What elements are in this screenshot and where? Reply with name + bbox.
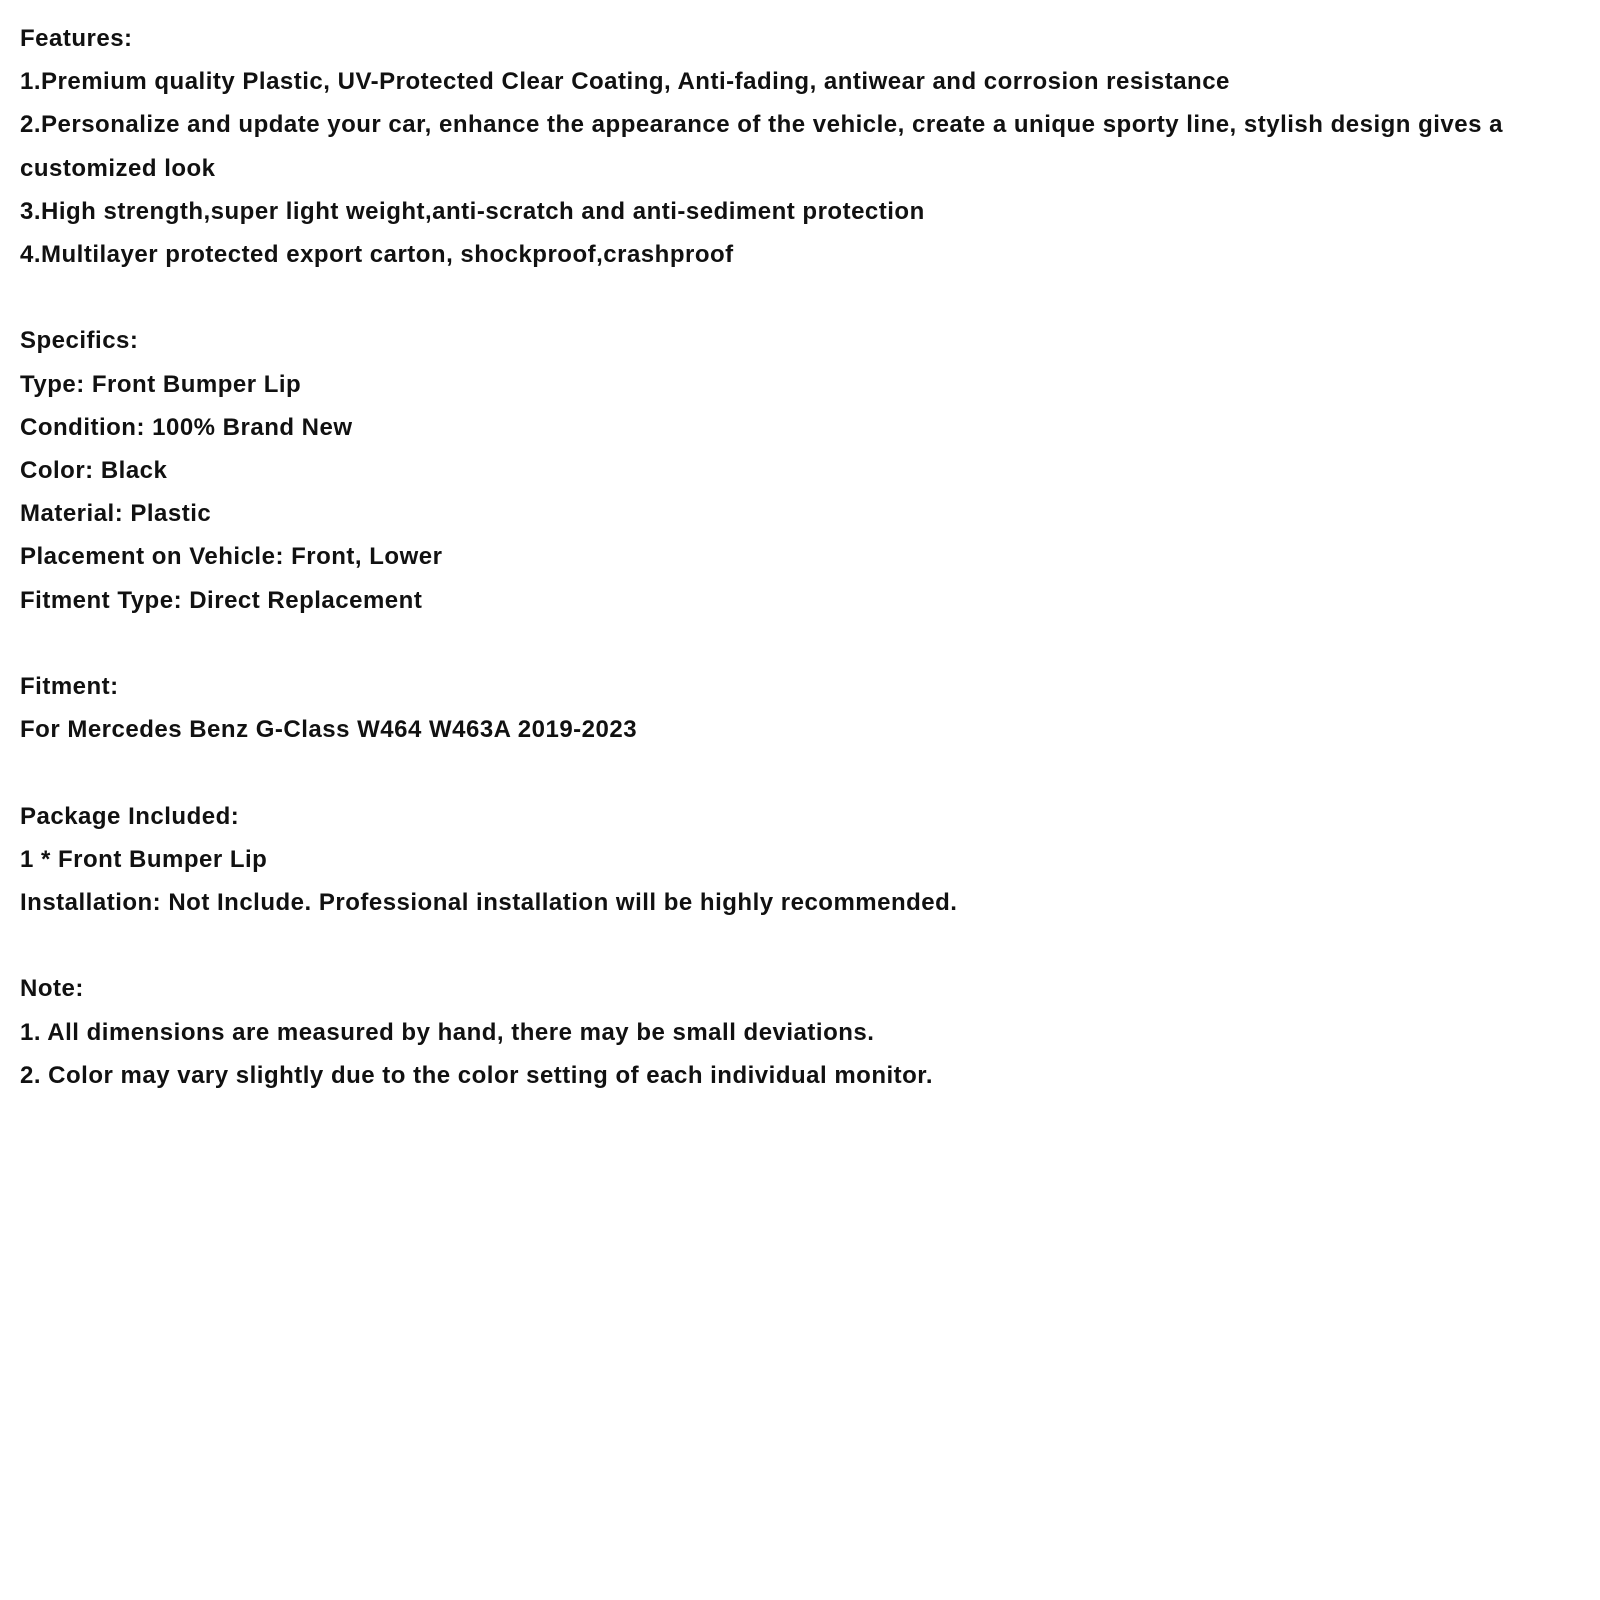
features-section [20, 17, 1595, 276]
product-description [20, 17, 1595, 1097]
section-spacer [20, 751, 1595, 794]
note-heading: Note: [20, 975, 84, 1003]
specific-item: Material: Plastic [20, 500, 212, 528]
specific-item: Color: Black [20, 457, 168, 485]
specific-item: Placement on Vehicle: Front, Lower [20, 543, 443, 571]
section-spacer [20, 622, 1595, 665]
feature-item: 2.Personalize and update your car, enhance the appearance of the vehicle, create a unique sporty line, stylish design gives a customized look [20, 111, 1503, 182]
fitment-item: For Mercedes Benz G-Class W464 W463A 2019-2023 [20, 716, 638, 744]
note-item: 1. All dimensions are measured by hand, there may be small deviations. [20, 1018, 875, 1046]
note-section [20, 967, 1595, 1097]
specific-item: Fitment Type: Direct Replacement [20, 586, 423, 614]
note-item: 2. Color may vary slightly due to the color setting of each individual monitor. [20, 1061, 933, 1089]
feature-item: 4.Multilayer protected export carton, shockproof,crashproof [20, 241, 734, 269]
specifics-section [20, 319, 1595, 621]
section-spacer [20, 276, 1595, 319]
specific-item: Type: Front Bumper Lip [20, 370, 302, 398]
fitment-section [20, 665, 1595, 751]
package-item: 1 * Front Bumper Lip [20, 845, 268, 873]
specifics-heading: Specifics: [20, 327, 139, 355]
feature-item: 1.Premium quality Plastic, UV-Protected Clear Coating, Anti-fading, antiwear and corrosion resistance [20, 68, 1230, 96]
package-heading: Package Included: [20, 802, 240, 830]
section-spacer [20, 924, 1595, 967]
features-heading: Features: [20, 25, 133, 52]
package-section [20, 795, 1595, 925]
feature-item: 3.High strength,super light weight,anti-scratch and anti-sediment protection [20, 197, 925, 225]
fitment-heading: Fitment: [20, 673, 119, 701]
package-item: Installation: Not Include. Professional installation will be highly recommended. [20, 889, 958, 917]
specific-item: Condition: 100% Brand New [20, 413, 353, 441]
